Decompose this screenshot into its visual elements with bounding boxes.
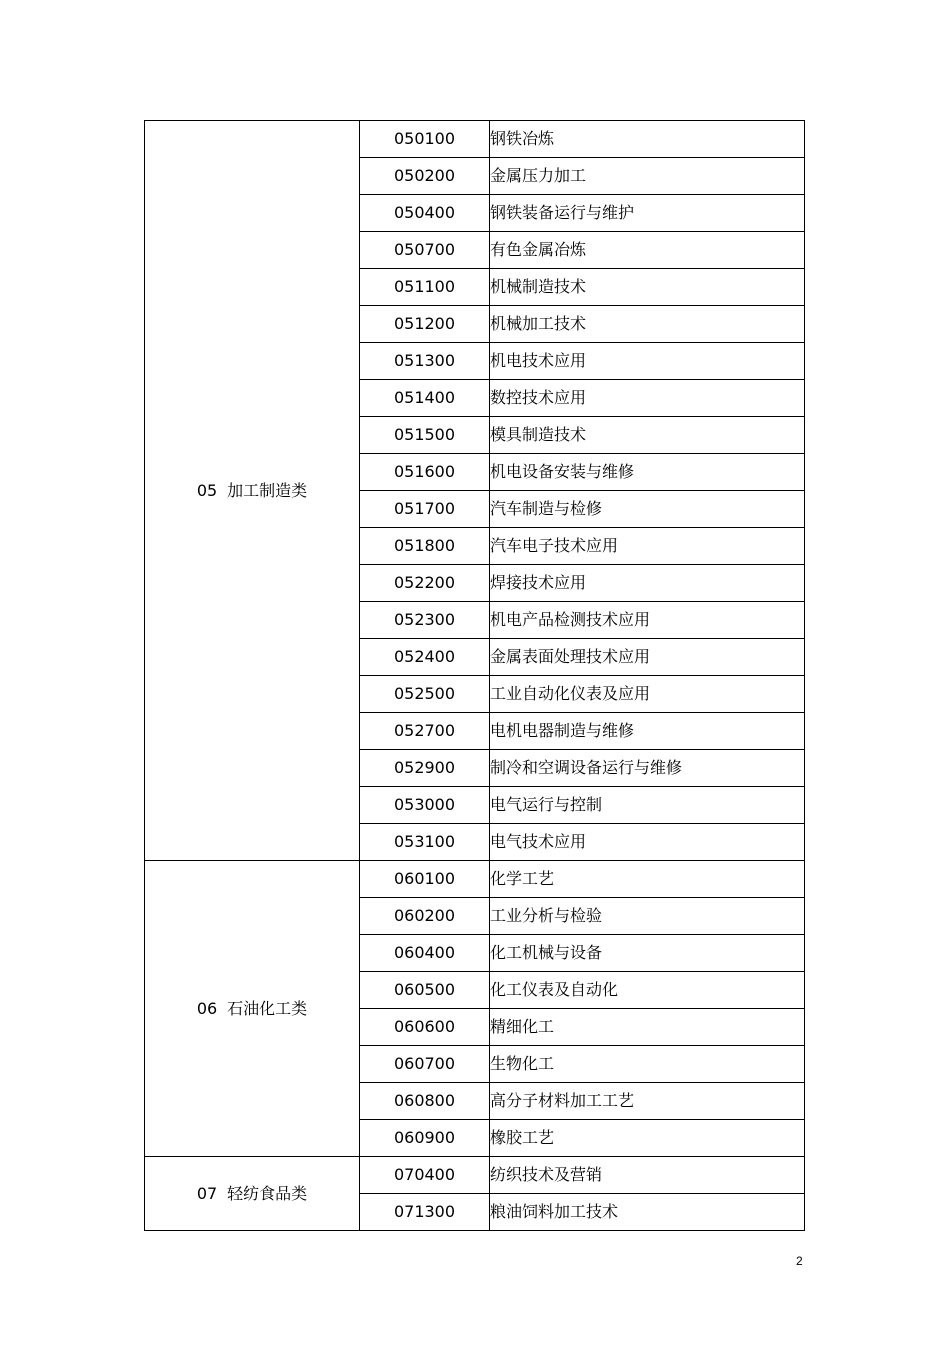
major-name: 汽车制造与检修 [490, 491, 805, 528]
major-name: 化学工艺 [490, 861, 805, 898]
major-code: 051600 [360, 454, 490, 491]
category-name: 石油化工类 [227, 998, 308, 1018]
major-name: 机电产品检测技术应用 [490, 602, 805, 639]
major-code: 053000 [360, 787, 490, 824]
table-row [145, 1157, 805, 1194]
major-code: 051200 [360, 306, 490, 343]
majors-table [144, 120, 805, 1231]
table-row [145, 121, 805, 158]
major-name: 汽车电子技术应用 [490, 528, 805, 565]
major-name: 机电设备安装与维修 [490, 454, 805, 491]
major-code: 052900 [360, 750, 490, 787]
major-name: 机械加工技术 [490, 306, 805, 343]
category-cell [145, 1157, 360, 1231]
category-code: 05 [196, 480, 218, 500]
major-code: 060800 [360, 1083, 490, 1120]
major-name: 电气技术应用 [490, 824, 805, 861]
category-cell [145, 121, 360, 861]
major-name: 金属压力加工 [490, 158, 805, 195]
major-code: 051800 [360, 528, 490, 565]
major-code: 052700 [360, 713, 490, 750]
major-code: 050700 [360, 232, 490, 269]
category-code: 07 [196, 1183, 218, 1203]
major-name: 机电技术应用 [490, 343, 805, 380]
major-name: 工业分析与检验 [490, 898, 805, 935]
major-code: 052500 [360, 676, 490, 713]
major-code: 060100 [360, 861, 490, 898]
major-name: 钢铁装备运行与维护 [490, 195, 805, 232]
major-name: 纺织技术及营销 [490, 1157, 805, 1194]
major-code: 060900 [360, 1120, 490, 1157]
major-name: 电气运行与控制 [490, 787, 805, 824]
major-name: 生物化工 [490, 1046, 805, 1083]
major-name: 数控技术应用 [490, 380, 805, 417]
major-code: 071300 [360, 1194, 490, 1231]
major-code: 050100 [360, 121, 490, 158]
major-name: 制冷和空调设备运行与维修 [490, 750, 805, 787]
major-code: 060200 [360, 898, 490, 935]
major-name: 模具制造技术 [490, 417, 805, 454]
major-name: 金属表面处理技术应用 [490, 639, 805, 676]
major-code: 060700 [360, 1046, 490, 1083]
major-name: 工业自动化仪表及应用 [490, 676, 805, 713]
major-name: 粮油饲料加工技术 [490, 1194, 805, 1231]
category-name: 轻纺食品类 [227, 1183, 308, 1203]
major-name: 机械制造技术 [490, 269, 805, 306]
major-code: 052200 [360, 565, 490, 602]
category-name: 加工制造类 [227, 480, 308, 500]
major-code: 051300 [360, 343, 490, 380]
major-name: 橡胶工艺 [490, 1120, 805, 1157]
major-code: 050400 [360, 195, 490, 232]
major-name: 电机电器制造与维修 [490, 713, 805, 750]
major-name: 化工机械与设备 [490, 935, 805, 972]
category-code: 06 [196, 998, 218, 1018]
major-name: 钢铁冶炼 [490, 121, 805, 158]
major-code: 060500 [360, 972, 490, 1009]
major-code: 053100 [360, 824, 490, 861]
major-code: 051100 [360, 269, 490, 306]
major-code: 051700 [360, 491, 490, 528]
major-code: 060600 [360, 1009, 490, 1046]
major-code: 070400 [360, 1157, 490, 1194]
table-row [145, 861, 805, 898]
major-code: 052300 [360, 602, 490, 639]
category-cell [145, 861, 360, 1157]
major-code: 051400 [360, 380, 490, 417]
major-name: 化工仪表及自动化 [490, 972, 805, 1009]
major-name: 精细化工 [490, 1009, 805, 1046]
major-name: 高分子材料加工工艺 [490, 1083, 805, 1120]
major-name: 有色金属冶炼 [490, 232, 805, 269]
majors-table-body [145, 121, 805, 1231]
page-number: 2 [796, 1254, 803, 1268]
major-code: 050200 [360, 158, 490, 195]
major-code: 051500 [360, 417, 490, 454]
major-code: 052400 [360, 639, 490, 676]
major-name: 焊接技术应用 [490, 565, 805, 602]
major-code: 060400 [360, 935, 490, 972]
